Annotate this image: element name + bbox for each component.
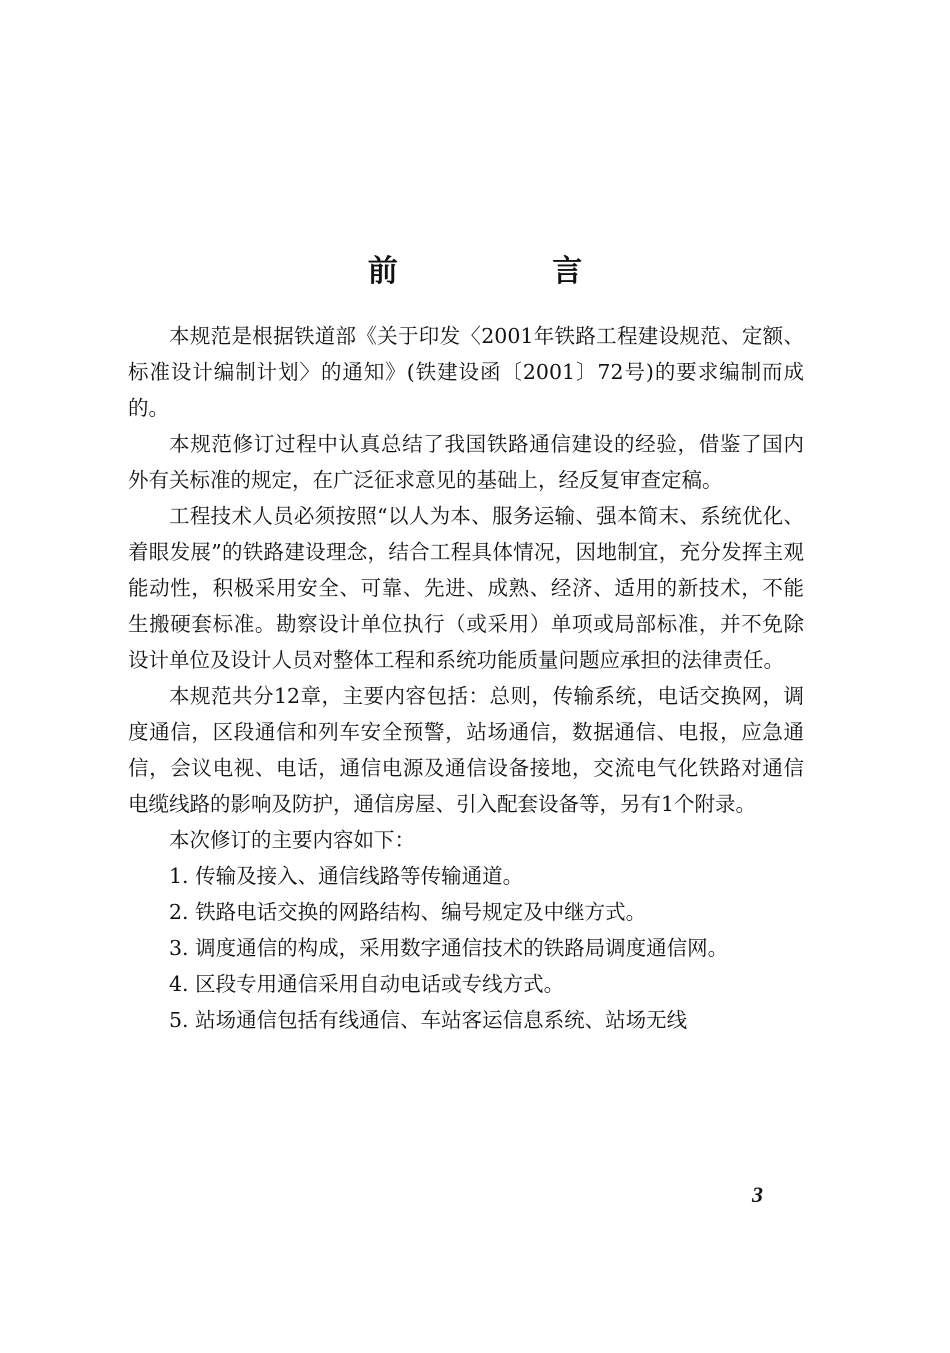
list-item-1: 1. 传输及接入、通信线路等传输通道。 <box>169 864 524 888</box>
paragraph-revision-intro: 本次修订的主要内容如下： <box>169 828 415 852</box>
paragraph-construction-concept: 工程技术人员必须按照“以人为本、服务运输、强本简末、系统优化、着眼发展”的铁路建设理念，结合工程具体情况，因地制宜，充分发挥主观能动性，积极采用安全、可靠、先进、成熟、经济、适用的新技术，不能生搬硬套标准。勘察设计单位执行（或采用）单项或局部标准，并不免除设计单位及设计人员对整体工程和系统功能质量问题应承担的法律责任。 <box>128 504 804 672</box>
paragraph-basis: 本规范是根据铁道部《关于印发〈2001年铁路工程建设规范、定额、标准设计编制计划〉的通知》(铁建设函〔2001〕72号)的要求编制而成的。 <box>128 324 804 420</box>
list-item-4: 4. 区段专用通信采用自动电话或专线方式。 <box>169 972 565 996</box>
list-item-3: 3. 调度通信的构成，采用数字通信技术的铁路局调度通信网。 <box>169 936 729 960</box>
list-item-2: 2. 铁路电话交换的网路结构、编号规定及中继方式。 <box>169 900 647 924</box>
paragraph-revision-process: 本规范修订过程中认真总结了我国铁路通信建设的经验，借鉴了国内外有关标准的规定，在广泛征求意见的基础上，经反复审查定稿。 <box>128 432 804 492</box>
body-text <box>128 318 804 1038</box>
page-number: 3 <box>752 1182 763 1207</box>
page-title: 前 言 <box>367 254 655 289</box>
list-item-5: 5. 站场通信包括有线通信、车站客运信息系统、站场无线 <box>169 1008 688 1032</box>
paragraph-chapter-summary: 本规范共分12章，主要内容包括：总则，传输系统，电话交换网，调度通信，区段通信和列车安全预警，站场通信，数据通信、电报，应急通信，会议电视、电话，通信电源及通信设备接地，交流电气化铁路对通信电缆线路的影响及防护，通信房屋、引入配套设备等，另有1个附录。 <box>128 684 804 816</box>
